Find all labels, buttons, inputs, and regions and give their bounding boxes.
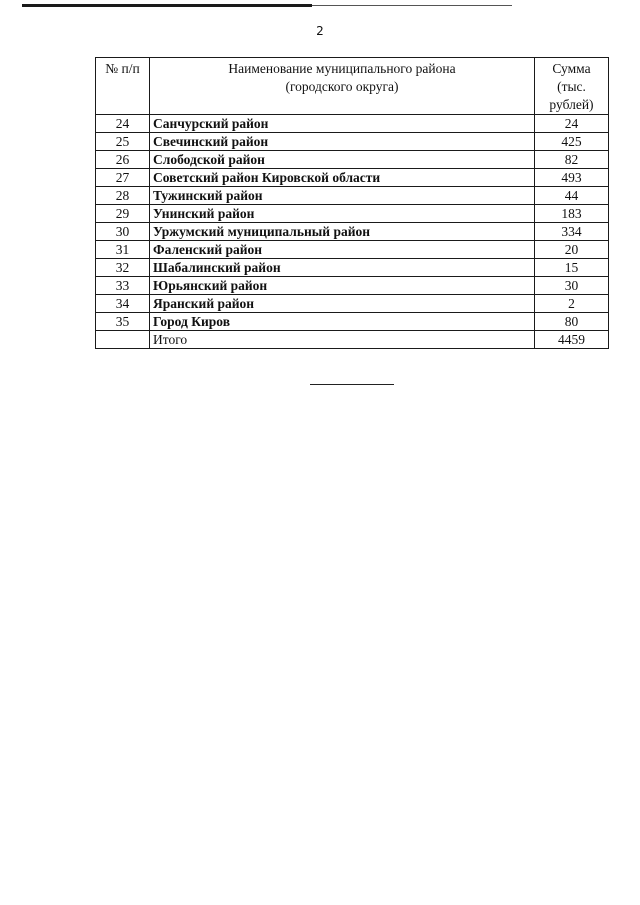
row-num: 35: [96, 313, 150, 331]
total-label: Итого: [150, 331, 535, 349]
header-name-line1: Наименование муниципального района: [228, 61, 456, 76]
allocation-table: [95, 57, 609, 349]
header-sum: [535, 58, 609, 115]
row-num: 30: [96, 223, 150, 241]
table-row: [96, 277, 609, 295]
row-num: 33: [96, 277, 150, 295]
row-sum: 80: [535, 313, 609, 331]
table-row: [96, 115, 609, 133]
header-name-line2: (городского округа): [285, 79, 399, 94]
row-sum: 2: [535, 295, 609, 313]
row-sum: 15: [535, 259, 609, 277]
table-row: [96, 169, 609, 187]
header-num: № п/п: [96, 58, 150, 115]
table-row: [96, 241, 609, 259]
table-row: [96, 259, 609, 277]
scan-top-border-thin: [312, 5, 512, 6]
row-name: Тужинский район: [150, 187, 535, 205]
row-name: Яранский район: [150, 295, 535, 313]
header-sum-line1: Сумма: [552, 61, 591, 76]
row-name: Фаленский район: [150, 241, 535, 259]
row-num: 25: [96, 133, 150, 151]
table-row: [96, 205, 609, 223]
table-header: [96, 58, 609, 115]
row-num: 24: [96, 115, 150, 133]
row-name: Санчурский район: [150, 115, 535, 133]
row-name: Советский район Кировской области: [150, 169, 535, 187]
row-name: Город Киров: [150, 313, 535, 331]
scan-top-border: [22, 4, 312, 7]
row-sum: 334: [535, 223, 609, 241]
row-sum: 183: [535, 205, 609, 223]
row-sum: 425: [535, 133, 609, 151]
table-body: [96, 115, 609, 349]
page-number: 2: [316, 24, 324, 38]
header-sum-line2: (тыс. рублей): [549, 79, 594, 112]
table-row: [96, 223, 609, 241]
row-num: 26: [96, 151, 150, 169]
table-row: [96, 133, 609, 151]
table-row: [96, 295, 609, 313]
total-num: [96, 331, 150, 349]
row-sum: 82: [535, 151, 609, 169]
row-num: 31: [96, 241, 150, 259]
row-sum: 24: [535, 115, 609, 133]
row-sum: 30: [535, 277, 609, 295]
row-num: 28: [96, 187, 150, 205]
end-separator-line: [310, 384, 394, 385]
row-num: 32: [96, 259, 150, 277]
header-row: [96, 58, 609, 115]
row-name: Унинский район: [150, 205, 535, 223]
row-sum: 44: [535, 187, 609, 205]
row-name: Свечинский район: [150, 133, 535, 151]
row-num: 27: [96, 169, 150, 187]
total-row: [96, 331, 609, 349]
row-name: Юрьянский район: [150, 277, 535, 295]
row-name: Шабалинский район: [150, 259, 535, 277]
table-row: [96, 187, 609, 205]
row-sum: 493: [535, 169, 609, 187]
table-row: [96, 313, 609, 331]
row-num: 34: [96, 295, 150, 313]
table-row: [96, 151, 609, 169]
row-name: Слободской район: [150, 151, 535, 169]
header-name: [150, 58, 535, 115]
row-sum: 20: [535, 241, 609, 259]
total-sum: 4459: [535, 331, 609, 349]
row-name: Уржумский муниципальный район: [150, 223, 535, 241]
row-num: 29: [96, 205, 150, 223]
